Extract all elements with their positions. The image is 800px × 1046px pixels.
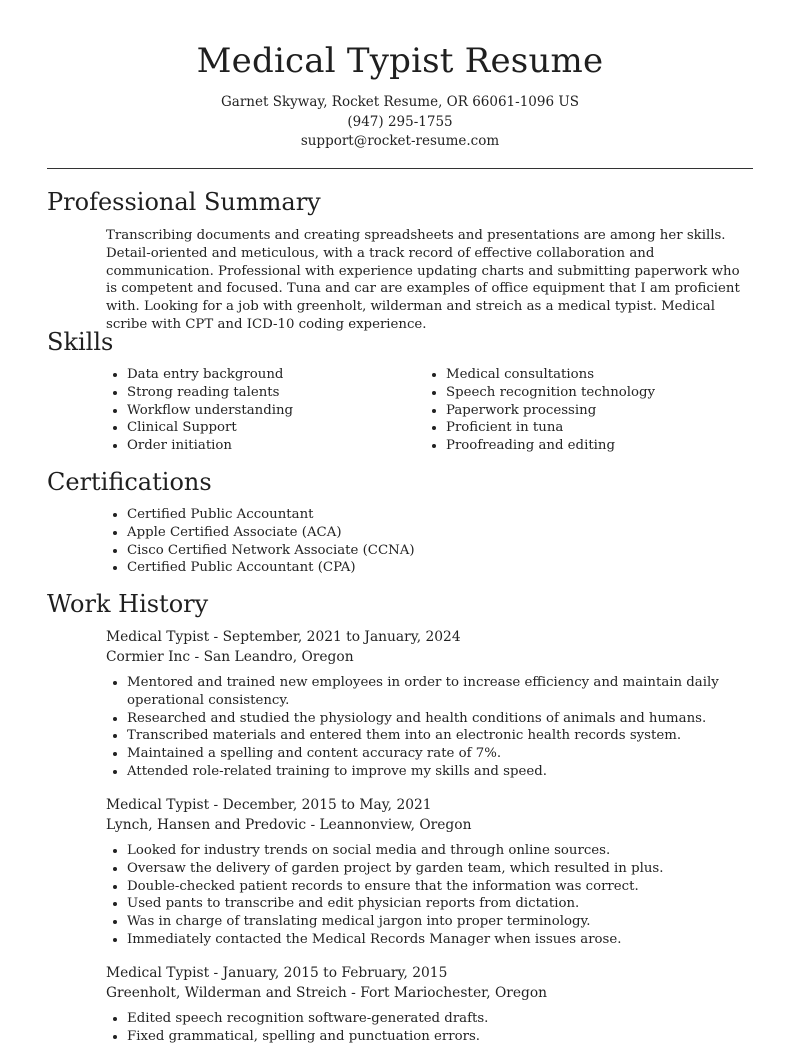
contact-email: support@rocket-resume.com: [300, 133, 500, 149]
list-item: • Medical consultations: [446, 366, 766, 384]
skills-list-right: [425, 366, 766, 455]
certifications-list: [106, 506, 767, 577]
list-item: • Was in charge of translating medical jargon into proper terminology.: [127, 913, 767, 931]
header-divider: [47, 168, 753, 169]
list-item: • Fixed grammatical, spelling and punctuation errors.: [127, 1028, 767, 1046]
list-item: • Clinical Support: [127, 419, 417, 437]
list-item: • Cisco Certified Network Associate (CCNA): [127, 542, 767, 560]
summary-text: Transcribing documents and creating spreadsheets and presentations are among her skills. Detail-oriented and meticulous, with a track record of effective collaboration and communication. Professional with experience updating charts and submitting paperwork who is competent and focused. Tuna and car are examples of office equipment that I am proficient with. Looking for a job with greenholt, wilderman and streich as a medical typist. Medical scribe with CPT and ICD-10 coding experience.: [106, 228, 740, 332]
list-item: • Proofreading and editing: [446, 437, 766, 455]
list-item: • Apple Certified Associate (ACA): [127, 524, 767, 542]
list-item: • Certified Public Accountant: [127, 506, 767, 524]
list-item: • Paperwork processing: [446, 402, 766, 420]
contact-address: Garnet Skyway, Rocket Resume, OR 66061-1096 US: [221, 94, 579, 110]
list-item: • Used pants to transcribe and edit physician reports from dictation.: [127, 895, 767, 913]
contact-block: [0, 93, 800, 152]
job-bullets: [106, 1010, 767, 1046]
list-item: • Strong reading talents: [127, 384, 417, 402]
resume-title: Medical Typist Resume: [196, 41, 604, 81]
skills-heading: Skills: [47, 328, 114, 356]
job-company: Greenholt, Wilderman and Streich - Fort Mariochester, Oregon: [106, 985, 548, 1001]
list-item: • Attended role-related training to improve my skills and speed.: [127, 763, 752, 781]
list-item: • Transcribed materials and entered them into an electronic health records system.: [127, 727, 752, 745]
contact-phone: (947) 295-1755: [347, 113, 453, 130]
list-item: • Immediately contacted the Medical Records Manager when issues arose.: [127, 931, 767, 949]
list-item: • Mentored and trained new employees in order to increase efficiency and maintain daily operational consistency.: [127, 674, 752, 710]
list-item: • Speech recognition technology: [446, 384, 766, 402]
job-title: Medical Typist - January, 2015 to February, 2015: [106, 965, 448, 981]
list-item: • Researched and studied the physiology and health conditions of animals and humans.: [127, 710, 752, 728]
list-item: • Oversaw the delivery of garden project by garden team, which resulted in plus.: [127, 860, 767, 878]
list-item: • Workflow understanding: [127, 402, 417, 420]
certifications-heading: Certifications: [47, 468, 212, 496]
job-bullets: [106, 842, 767, 949]
list-item: • Proficient in tuna: [446, 419, 766, 437]
job-title: Medical Typist - December, 2015 to May, 2021: [106, 797, 432, 813]
job-company: Lynch, Hansen and Predovic - Leannonview, Oregon: [106, 817, 472, 833]
list-item: • Double-checked patient records to ensure that the information was correct.: [127, 878, 767, 896]
list-item: • Order initiation: [127, 437, 417, 455]
job-bullets: [106, 674, 752, 781]
list-item: • Looked for industry trends on social media and through online sources.: [127, 842, 767, 860]
work-history-heading: Work History: [47, 590, 209, 618]
list-item: • Data entry background: [127, 366, 417, 384]
list-item: • Certified Public Accountant (CPA): [127, 559, 767, 577]
list-item: • Edited speech recognition software-generated drafts.: [127, 1010, 767, 1028]
job-company: Cormier Inc - San Leandro, Oregon: [106, 649, 354, 665]
summary-heading: Professional Summary: [47, 188, 321, 216]
list-item: • Maintained a spelling and content accuracy rate of 7%.: [127, 745, 752, 763]
skills-list-left: [106, 366, 417, 455]
job-title: Medical Typist - September, 2021 to January, 2024: [106, 629, 461, 645]
